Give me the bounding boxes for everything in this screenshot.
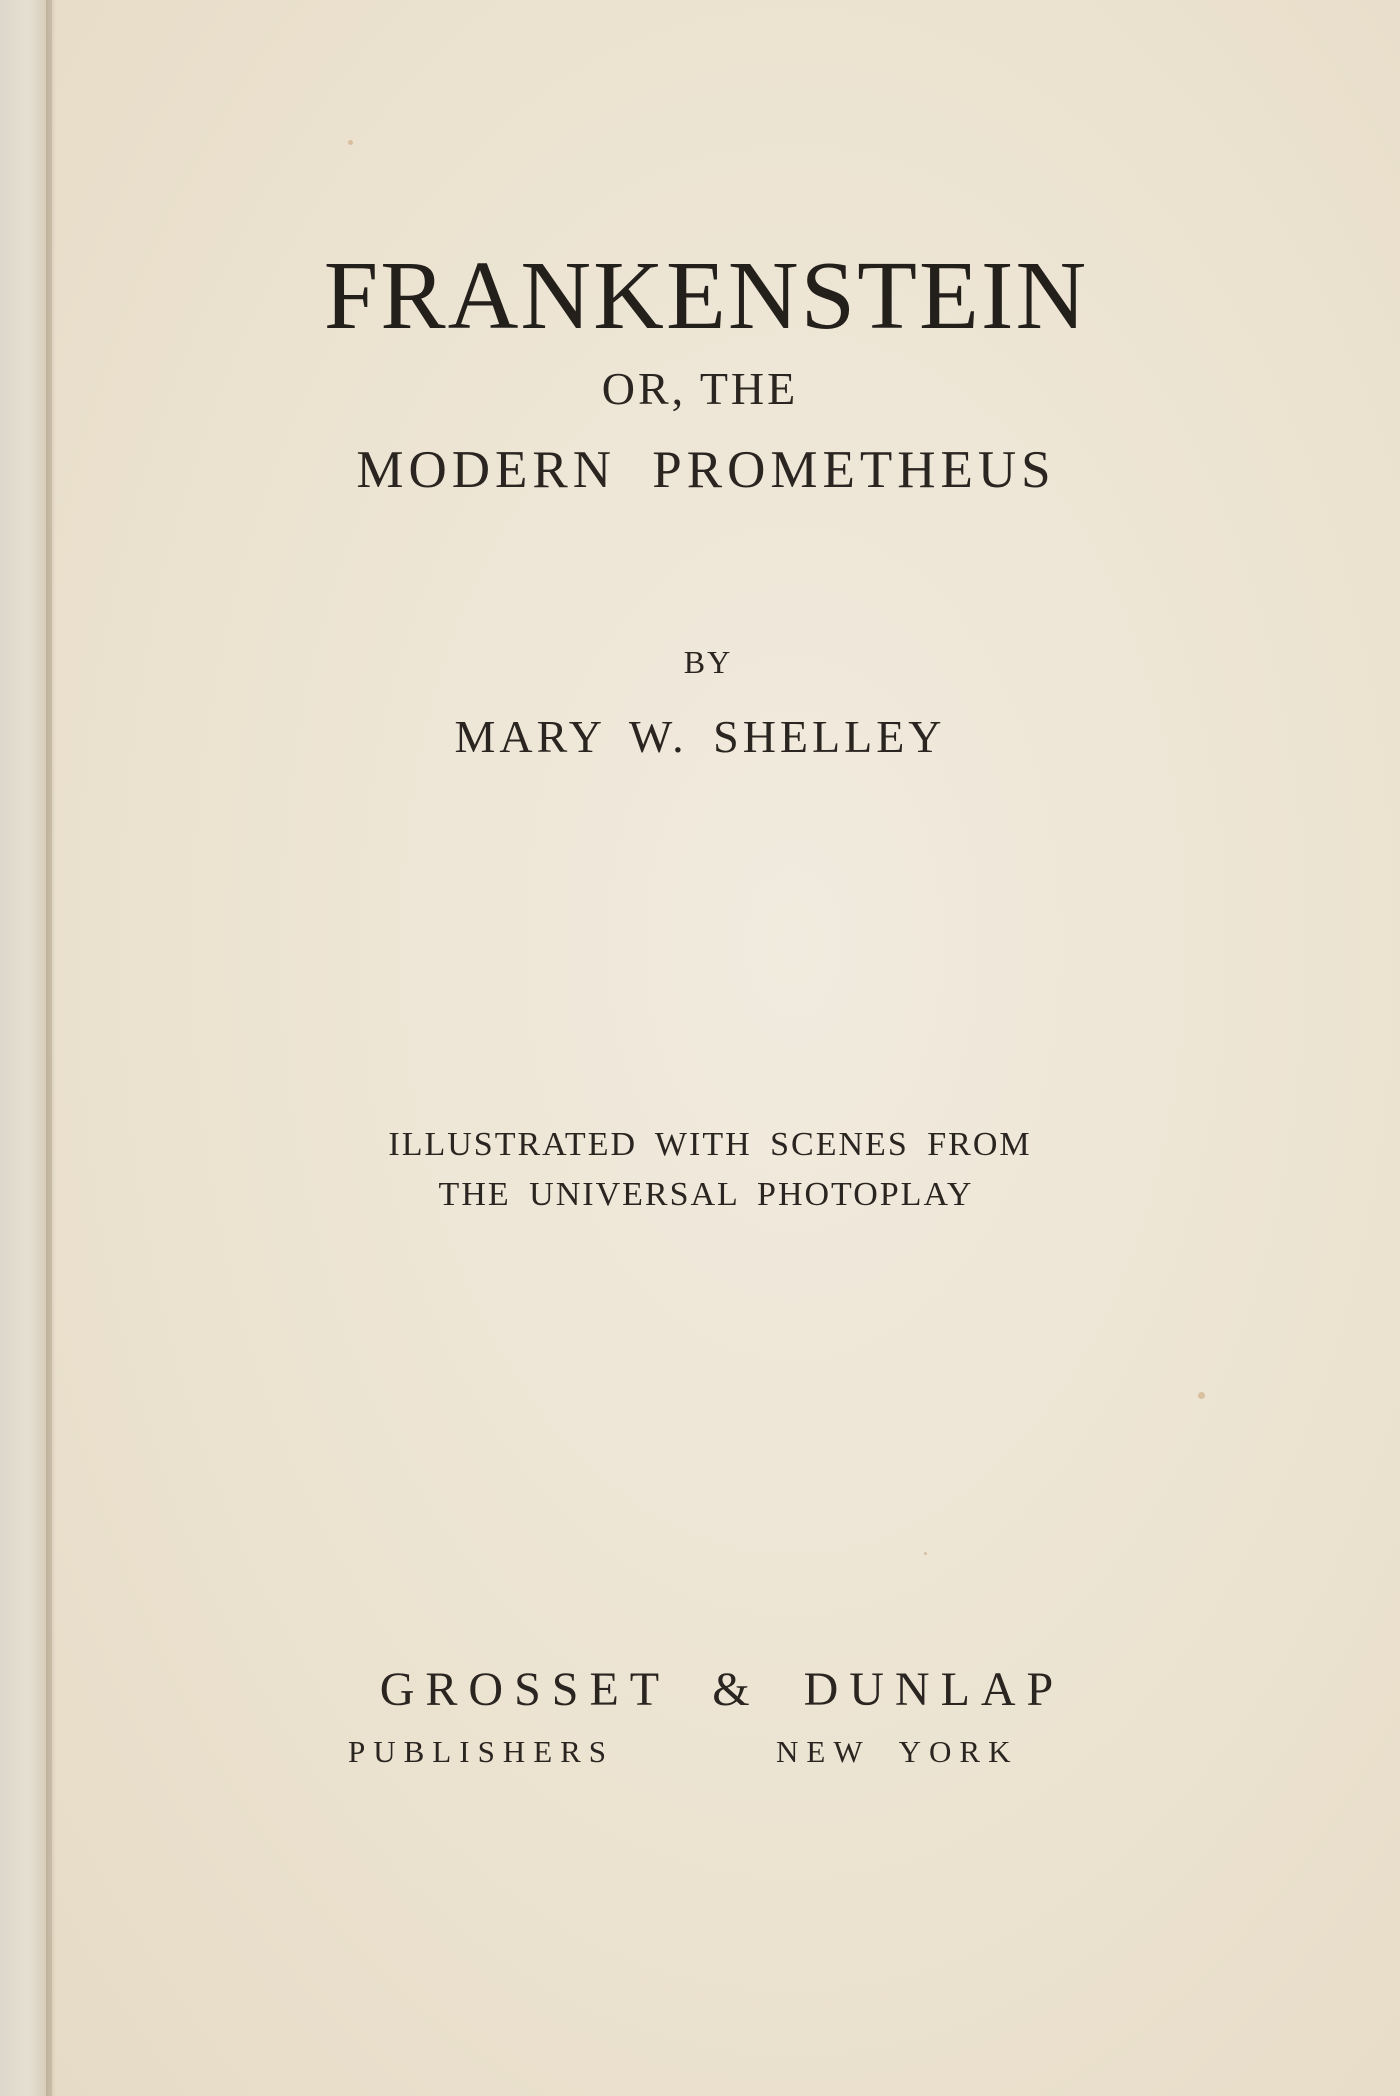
publisher-name: GROSSET & DUNLAP bbox=[379, 1663, 1065, 1716]
paper-fleck bbox=[348, 140, 353, 145]
subtitle-line-2: MODERN PROMETHEUS bbox=[356, 441, 1056, 499]
illustration-note-line-1: ILLUSTRATED WITH SCENES FROM bbox=[388, 1126, 1032, 1163]
publisher-city: NEW YORK bbox=[776, 1734, 1019, 1769]
author-name: MARY W. SHELLEY bbox=[454, 711, 946, 762]
illustration-note-line-2: THE UNIVERSAL PHOTOPLAY bbox=[438, 1176, 974, 1213]
subtitle-line-1: OR, THE bbox=[601, 363, 799, 414]
paper-fleck bbox=[1198, 1392, 1205, 1399]
publisher-role: PUBLISHERS bbox=[348, 1734, 615, 1769]
book-title: FRANKENSTEIN bbox=[323, 242, 1089, 350]
by-label: BY bbox=[683, 644, 733, 680]
paper-fleck bbox=[924, 1552, 927, 1555]
